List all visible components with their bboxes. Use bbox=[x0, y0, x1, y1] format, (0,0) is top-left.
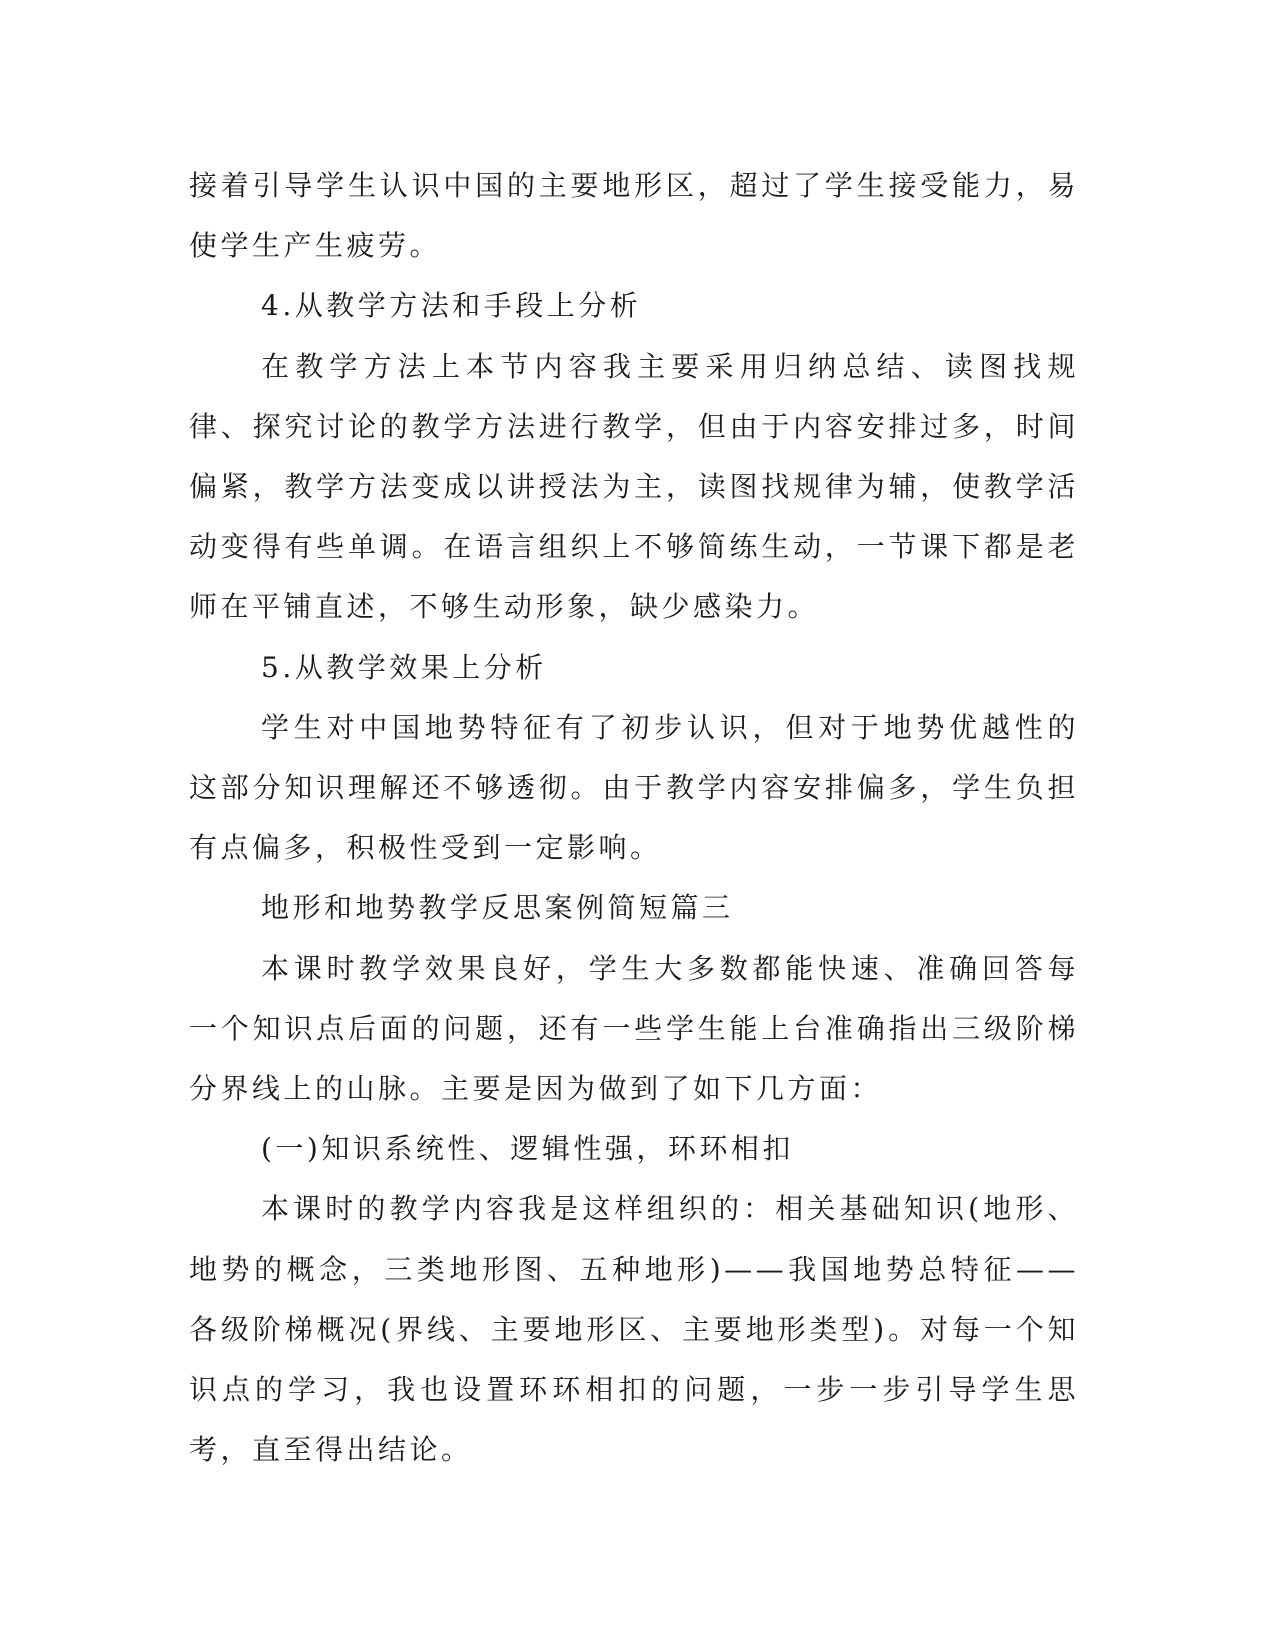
section-heading-teaching-methods: 4.从教学方法和手段上分析 bbox=[261, 289, 642, 323]
section-title-part-three: 地形和地势教学反思案例简短篇三 bbox=[261, 891, 734, 925]
paragraph-teaching-effect: 学生对中国地势特征有了初步认识，但对于地势优越性的这部分知识理解还不够透彻。由于教学内容安排偏多，学生负担有点偏多，积极性受到一定影响。 bbox=[189, 710, 1079, 865]
paragraph-content-organization: 本课时的教学内容我是这样组织的：相关基础知识(地形、地势的概念，三类地形图、五种地形)——我国地势总特征——各级阶梯概况(界线、主要地形区、主要地形类型)。对每一个知识点的学习，我也设置环环相扣的问题，一步一步引导学生思考，直至得出结论。 bbox=[189, 1192, 1079, 1467]
document-body bbox=[189, 156, 1079, 1480]
section-heading-teaching-effect: 5.从教学效果上分析 bbox=[261, 650, 547, 684]
subheading-knowledge-system: (一)知识系统性、逻辑性强，环环相扣 bbox=[261, 1132, 794, 1166]
paragraph-lesson-result: 本课时教学效果良好，学生大多数都能快速、准确回答每一个知识点后面的问题，还有一些学生能上台准确指出三级阶梯分界线上的山脉。主要是因为做到了如下几方面： bbox=[189, 951, 1079, 1106]
paragraph-continuation: 接着引导学生认识中国的主要地形区，超过了学生接受能力，易使学生产生疲劳。 bbox=[189, 169, 1079, 263]
paragraph-teaching-methods: 在教学方法上本节内容我主要采用归纳总结、读图找规律、探究讨论的教学方法进行教学，但由于内容安排过多，时间偏紧，教学方法变成以讲授法为主，读图找规律为辅，使教学活动变得有些单调。在语言组织上不够简练生动，一节课下都是老师在平铺直述，不够生动形象，缺少感染力。 bbox=[189, 349, 1079, 624]
